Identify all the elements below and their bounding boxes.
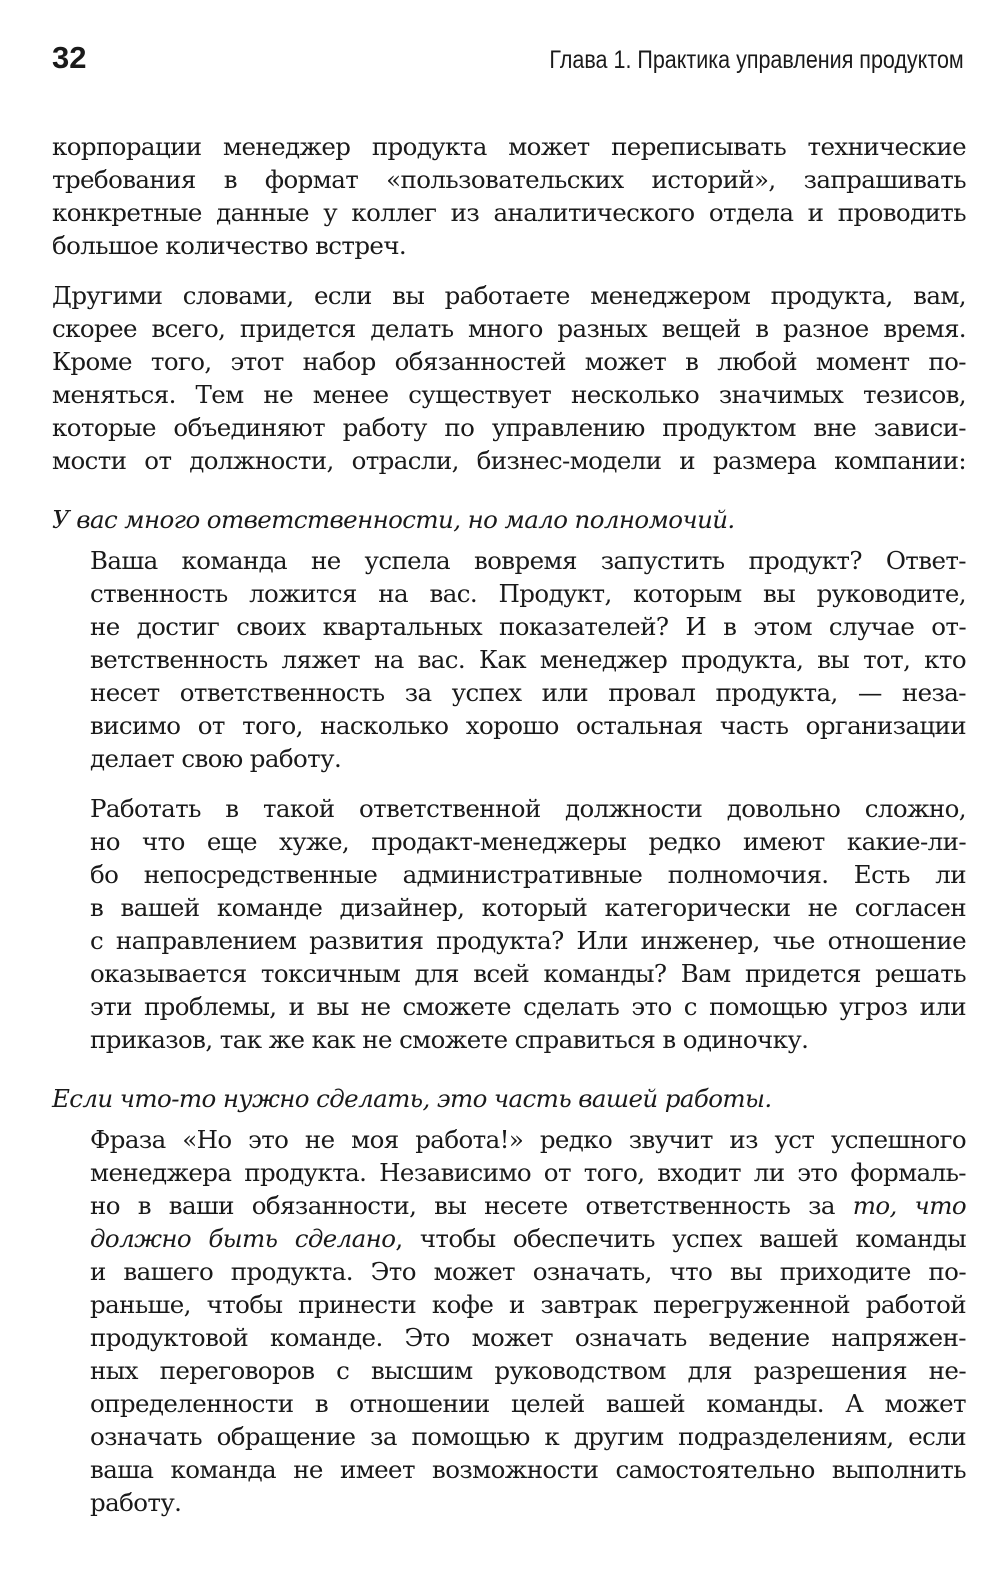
paragraph-2 [52,279,966,477]
text-line: требования в формат «пользовательских историй», запрашивать [52,165,966,194]
body-text [52,130,966,1536]
text-line: но что еще хуже, продакт-менеджеры редко имеют какие-ли- [90,827,966,856]
emphasis-text: должно быть сделано [90,1224,396,1253]
text-line: большое количество встреч. [52,231,407,260]
text-line: работу. [90,1488,182,1517]
italic-heading-your-job: Если что-то нужно сделать, это часть вашей работы. [52,1084,772,1113]
text-line: конкретные данные у коллег из аналитического отдела и проводить [52,198,966,227]
text-span: но в ваши обязанности, вы несете ответственность за [90,1191,853,1220]
text-line: несет ответственность за успех или провал продукта, — неза- [90,678,966,707]
text-line: которые объединяют работу по управлению продуктом вне зависи- [52,413,966,442]
text-span: , чтобы обеспечить успех вашей команды [395,1224,966,1253]
text-line: Фраза «Но это не моя работа!» редко звучит из уст успешного [90,1125,966,1154]
text-line: эти проблемы, и вы не сможете сделать это с помощью угроз или [90,992,966,1021]
emphasis-text: то, что [852,1191,966,1220]
text-line: Ваша команда не успела вовремя запустить продукт? Ответ- [90,546,966,575]
text-line: висимо от того, насколько хорошо остальная часть организации [90,711,966,740]
text-line [90,1222,966,1255]
text-line [90,1189,966,1222]
paragraph-4 [90,792,966,1056]
page-header [0,0,1000,100]
text-line: Другими словами, если вы работаете менеджером продукта, вам, [52,281,966,310]
text-line: Кроме того, этот набор обязанностей может в любой момент по- [52,347,966,376]
text-line: мости от должности, отрасли, бизнес-модели и размера компании: [52,446,966,475]
text-line: ваша команда не имеет возможности самостоятельно выполнить [90,1455,966,1484]
text-line: определенности в отношении целей вашей команды. А может [90,1389,966,1418]
text-line: продуктовой команде. Это может означать ведение напряжен- [90,1323,966,1352]
text-line: не достиг своих квартальных показателей? И в этом случае от- [90,612,966,641]
text-line: менеджера продукта. Независимо от того, входит ли это формаль- [90,1158,966,1187]
text-line: раньше, чтобы принести кофе и завтрак перегруженной работой [90,1290,966,1319]
page-number: 32 [52,40,87,75]
text-line: скорее всего, придется делать много разных вещей в разное время. [52,314,966,343]
text-line: означать обращение за помощью к другим подразделениям, если [90,1422,966,1451]
text-line: с направлением развития продукта? Или инженер, чье отношение [90,926,966,955]
text-line: ветственность ляжет на вас. Как менеджер продукта, вы тот, кто [90,645,966,674]
text-line: меняться. Тем не менее существует несколько значимых тезисов, [52,380,966,409]
text-line: ственность ложится на вас. Продукт, которым вы руководите, [90,579,966,608]
paragraph-3 [90,544,966,775]
paragraph-1 [52,130,966,262]
text-line: корпорации менеджер продукта может переписывать технические [52,132,966,161]
text-line: приказов, так же как не сможете справиться в одиночку. [90,1025,809,1054]
italic-heading-responsibility: У вас много ответственности, но мало полномочий. [52,505,735,534]
text-line: и вашего продукта. Это может означать, что вы приходите по- [90,1257,966,1286]
text-line: делает свою работу. [90,744,342,773]
text-line: в вашей команде дизайнер, который категорически не согласен [90,893,966,922]
running-head: Глава 1. Практика управления продуктом [549,46,964,74]
text-line: ных переговоров с высшим руководством для разрешения не- [90,1356,966,1385]
text-line: Работать в такой ответственной должности довольно сложно, [90,794,966,823]
text-line: оказывается токсичным для всей команды? Вам придется решать [90,959,966,988]
text-line: бо непосредственные административные полномочия. Есть ли [90,860,966,889]
paragraph-5 [90,1123,966,1519]
